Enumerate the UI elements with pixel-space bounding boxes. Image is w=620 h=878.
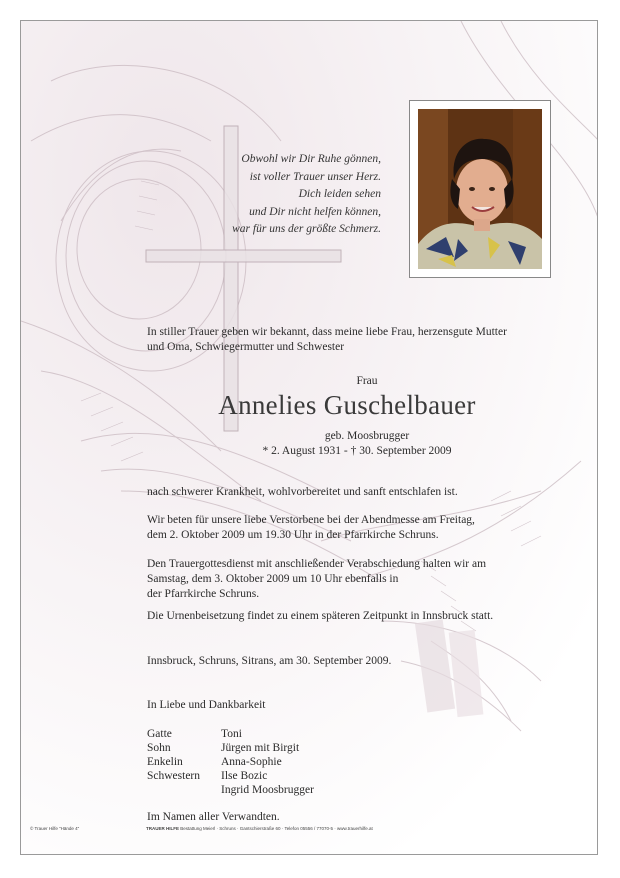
funeral-text (147, 557, 486, 602)
footer-brand: TRAUER HILFE (146, 826, 179, 831)
relative-names: Jürgen mit Birgit (221, 742, 300, 754)
relative-names: Ilse Bozic (221, 770, 268, 782)
closing-text: In Liebe und Dankbarkeit (147, 699, 266, 711)
relative-role: Gatte (147, 728, 172, 740)
relative-names: Toni (221, 728, 242, 740)
memorial-poem (121, 151, 381, 239)
mass-line: Wir beten für unsere liebe Verstorbene bei der Abendmesse am Freitag, (147, 514, 475, 526)
mass-text (147, 513, 475, 543)
footer-copyright: © Trauer Hilfe "Hände 4" (30, 826, 80, 831)
portrait-frame (409, 100, 551, 278)
place-date: Innsbruck, Schruns, Sitrans, am 30. September 2009. (147, 655, 392, 667)
portrait-photo (418, 109, 542, 269)
funeral-line: Samstag, dem 3. Oktober 2009 um 10 Uhr ebenfalls in (147, 573, 399, 585)
passing-text: nach schwerer Krankheit, wohlvorbereitet und sanft entschlafen ist. (147, 486, 458, 498)
relative-role: Enkelin (147, 756, 183, 768)
poem-line: war für uns der größte Schmerz. (232, 223, 381, 235)
urn-text: Die Urnenbeisetzung findet zu einem späteren Zeitpunkt in Innsbruck statt. (147, 610, 494, 622)
intro-text (147, 325, 507, 355)
relative-role: Sohn (147, 742, 171, 754)
relative-role: Schwestern (147, 770, 201, 782)
parte-card (20, 20, 598, 855)
poem-line: und Dir nicht helfen können, (249, 205, 381, 218)
intro-line: und Oma, Schwiegermutter und Schwester (147, 341, 345, 353)
relative-names: Anna-Sophie (221, 756, 282, 768)
birth-name: geb. Moosbrugger (324, 430, 410, 442)
poem-line: Dich leiden sehen (298, 188, 381, 200)
life-dates: * 2. August 1931 - † 30. September 2009 (262, 445, 452, 457)
poem-line: Obwohl wir Dir Ruhe gönnen, (241, 153, 381, 165)
funeral-line: Den Trauergottesdienst mit anschließender Verabschiedung halten wir am (147, 558, 487, 570)
footer-contact: Bestattung Meierl · Schruns · Gantschierstraße 60 · Telefon 05556 / 77070-5 · www.trauerhilfe.at (180, 826, 373, 831)
deceased-name: Annelies Guschelbauer (218, 390, 476, 420)
intro-line: In stiller Trauer geben wir bekannt, dass meine liebe Frau, herzensgute Mutter (147, 326, 507, 338)
poem-line: ist voller Trauer unser Herz. (249, 170, 381, 183)
salutation: Frau (356, 375, 378, 387)
relative-names: Ingrid Moosbrugger (221, 784, 314, 796)
signoff-text: Im Namen aller Verwandten. (147, 811, 280, 823)
funeral-line: der Pfarrkirche Schruns. (147, 588, 260, 600)
footer-imprint (146, 826, 373, 831)
mass-line: dem 2. Oktober 2009 um 19.30 Uhr in der Pfarrkirche Schruns. (147, 529, 439, 541)
